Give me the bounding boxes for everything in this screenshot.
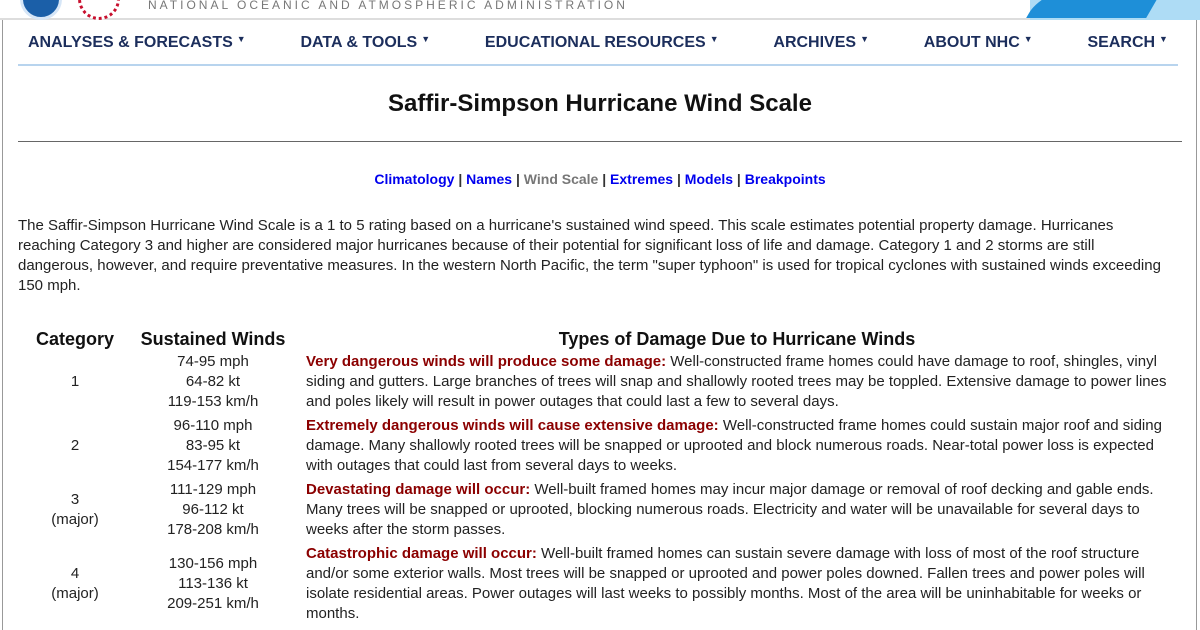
wind-scale-table	[18, 328, 1180, 628]
agency-name: NATIONAL OCEANIC AND ATMOSPHERIC ADMINISTRATION	[148, 0, 628, 12]
major-label: (major)	[51, 511, 99, 528]
caret-down-icon: ▼	[236, 34, 246, 44]
table-row	[18, 480, 1180, 544]
damage-heading: Catastrophic damage will occur:	[306, 545, 537, 562]
separator: |	[733, 171, 745, 187]
sub-navigation	[0, 171, 1200, 187]
wind-kt: 83-95 kt	[185, 437, 241, 454]
noaa-logo-icon	[20, 0, 62, 20]
nav-search[interactable]	[1087, 34, 1167, 64]
caret-down-icon: ▼	[421, 34, 431, 44]
table-row	[18, 544, 1180, 628]
nav-label: ARCHIVES	[773, 34, 857, 51]
page-title: Saffir-Simpson Hurricane Wind Scale	[388, 90, 812, 117]
category-cell	[18, 544, 132, 628]
caret-down-icon: ▼	[860, 34, 869, 44]
damage-cell	[294, 352, 1180, 416]
intro-paragraph: The Saffir-Simpson Hurricane Wind Scale is a 1 to 5 rating based on a hurricane's sustained wind speed. This scale estimates potential property damage. Hurricanes reaching Category 3 and higher are considered major hurricanes because of their potential for significant loss of life and damage. Category 1 and 2 storms are still dangerous, however, and require preventative measures. In the western North Pacific, the term "super typhoon" is used for tropical cyclones with sustained winds exceeding 150 mph.	[18, 217, 1161, 294]
damage-text: Well-built framed homes may incur major damage or removal of roof decking and gable ends. Many trees will be snapped or uprooted, blocking numerous roads. Electricity and water will be unavailable for several days to weeks after the storm passes.	[306, 481, 1154, 538]
divider	[18, 141, 1182, 142]
damage-text: Well-constructed frame homes could have damage to roof, shingles, vinyl siding and gutters. Large branches of trees will snap and shallowly rooted trees may be toppled. Extensive damage to power lines and poles likely will result in power outages that could last a few to several days.	[306, 353, 1167, 410]
link-extremes[interactable]: Extremes	[610, 171, 674, 187]
caret-down-icon: ▼	[1023, 34, 1033, 44]
link-breakpoints[interactable]: Breakpoints	[744, 171, 826, 187]
nav-archives[interactable]	[773, 34, 869, 64]
category-cell	[18, 352, 132, 416]
header-damage: Types of Damage Due to Hurricane Winds	[558, 328, 916, 349]
table-row	[18, 416, 1180, 480]
wind-kmh: 119-153 km/h	[167, 393, 259, 410]
nav-data-tools[interactable]	[300, 34, 430, 64]
table-row	[18, 352, 1180, 416]
wind-mph: 111-129 mph	[169, 481, 257, 498]
damage-heading: Devastating damage will occur:	[306, 481, 531, 498]
nav-about-nhc[interactable]	[924, 34, 1033, 64]
wind-kt: 96-112 kt	[182, 501, 244, 518]
wind-kt: 64-82 kt	[185, 373, 241, 390]
winds-cell	[132, 416, 294, 480]
nav-label: DATA & TOOLS	[300, 34, 418, 51]
link-climatology[interactable]: Climatology	[374, 171, 455, 187]
damage-text: Well-constructed frame homes could sustain major roof and siding damage. Many shallowly rooted trees will be snapped or uprooted and block numerous roads. Near-total power loss is expected with outages that could last from several days to weeks.	[306, 417, 1162, 474]
nws-logo-icon	[78, 0, 120, 20]
category-number: 3	[70, 491, 80, 508]
nav-educational-resources[interactable]	[485, 34, 719, 64]
separator: |	[454, 171, 467, 187]
link-names[interactable]: Names	[466, 171, 513, 187]
category-number: 1	[70, 373, 80, 390]
separator: |	[512, 171, 524, 187]
winds-cell	[132, 544, 294, 628]
main-nav	[18, 34, 1178, 66]
winds-cell	[132, 352, 294, 416]
nav-label: ABOUT NHC	[923, 34, 1020, 51]
noaa-banner	[0, 0, 1200, 20]
category-number: 4	[70, 565, 80, 582]
category-cell	[18, 480, 132, 544]
caret-down-icon: ▼	[709, 34, 719, 44]
nav-label: SEARCH	[1087, 34, 1156, 51]
category-cell	[18, 416, 132, 480]
wind-mph: 130-156 mph	[168, 555, 258, 572]
wind-kmh: 154-177 km/h	[167, 457, 259, 474]
damage-heading: Extremely dangerous winds will cause extensive damage:	[306, 417, 719, 434]
nav-label: EDUCATIONAL RESOURCES	[484, 34, 706, 51]
nav-label: ANALYSES & FORECASTS	[28, 34, 233, 51]
damage-heading: Very dangerous winds will produce some damage:	[306, 353, 667, 370]
wind-mph: 96-110 mph	[173, 417, 253, 434]
header-category: Category	[35, 328, 115, 349]
wind-kmh: 209-251 km/h	[167, 595, 259, 612]
damage-cell	[294, 544, 1180, 628]
separator: |	[673, 171, 685, 187]
separator: |	[598, 171, 611, 187]
link-models[interactable]: Models	[684, 171, 734, 187]
nav-analyses-forecasts[interactable]	[28, 34, 246, 64]
category-number: 2	[70, 437, 80, 454]
damage-cell	[294, 480, 1180, 544]
major-label: (major)	[51, 585, 99, 602]
damage-text: Well-built framed homes can sustain severe damage with loss of most of the roof structure and/or some exterior walls. Most trees will be snapped or uprooted and power poles downed. Fallen trees and power poles will isolate residential areas. Power outages will last weeks to possibly months. Most of the area will be uninhabitable for weeks or months.	[306, 545, 1145, 622]
current-wind-scale: Wind Scale	[523, 171, 599, 187]
header-sustained-winds: Sustained Winds	[140, 328, 286, 349]
winds-cell	[132, 480, 294, 544]
damage-cell	[294, 416, 1180, 480]
caret-down-icon: ▼	[1159, 34, 1168, 44]
wind-mph: 74-95 mph	[177, 353, 249, 370]
wind-kt: 113-136 kt	[178, 575, 248, 592]
wind-kmh: 178-208 km/h	[167, 521, 259, 538]
